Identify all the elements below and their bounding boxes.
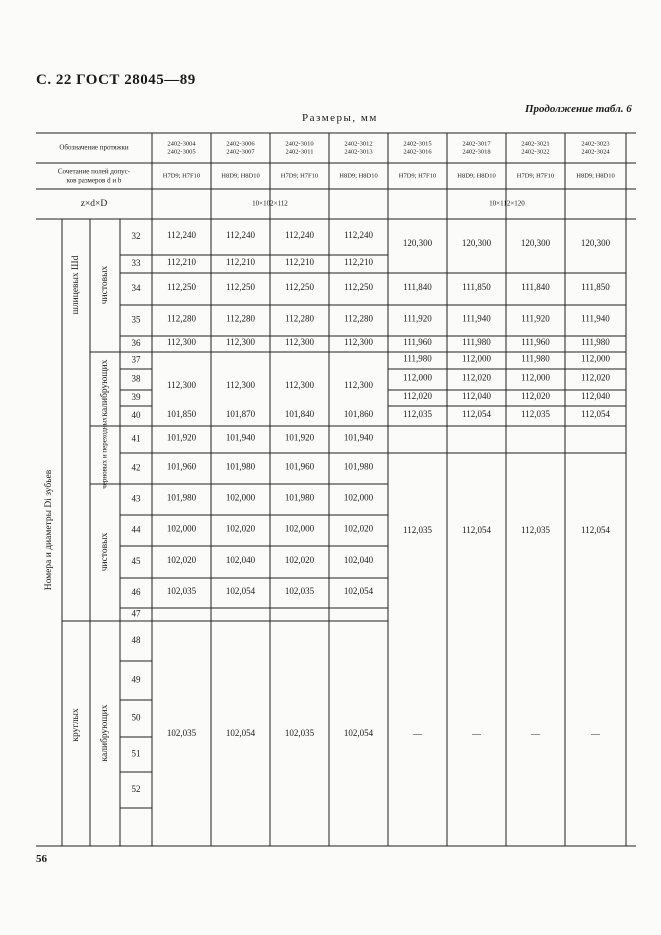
fit-combination: H8D9; H8D10 <box>221 172 260 180</box>
diameter-value: 101,920 <box>166 432 197 443</box>
calibrating-round-label: калибрующих <box>100 704 111 762</box>
tooth-number: 47 <box>131 608 141 619</box>
diameter-value: 112,020 <box>521 391 550 402</box>
tooth-number: 45 <box>131 556 141 567</box>
roughing-label: черновых и переходных <box>100 417 109 489</box>
size-group-left: 10×102×112 <box>252 199 288 208</box>
merged-value: 102,035 <box>166 728 197 739</box>
broach-code: 2402-3012 <box>344 140 373 148</box>
diameter-value: 112,210 <box>285 257 314 268</box>
broach-code-2: 2402-3016 <box>403 148 432 156</box>
diameter-value: 112,210 <box>167 257 196 268</box>
diameter-value: 101,960 <box>284 461 315 472</box>
diameter-value: 111,840 <box>521 282 550 293</box>
fit-combination: H8D9; H8D10 <box>576 172 615 180</box>
diameter-value: 112,250 <box>167 282 196 293</box>
broach-code-2: 2402-3013 <box>344 148 373 156</box>
tooth-number: 32 <box>131 231 141 242</box>
diameter-value: 102,054 <box>343 586 374 597</box>
diameter-value: 111,940 <box>462 313 491 324</box>
diameter-value: 111,980 <box>521 353 550 364</box>
tooth-number: 35 <box>131 314 141 325</box>
page-number: 56 <box>36 853 47 865</box>
merged-value: 112,035 <box>403 525 432 536</box>
designation-label: Обозначение протяжки <box>59 143 129 152</box>
tooth-number: 50 <box>131 712 141 723</box>
broach-code-2: 2402-3005 <box>167 148 196 156</box>
broach-code-2: 2402-3007 <box>226 148 255 156</box>
broach-code-2: 2402-3011 <box>285 148 314 156</box>
diameter-value: 111,850 <box>581 282 610 293</box>
merged-value: 112,035 <box>521 525 550 536</box>
splined-label: шлицевых Шd <box>71 255 82 315</box>
diameter-value: 112,054 <box>581 409 610 420</box>
diameter-value: 101,940 <box>225 432 256 443</box>
diameter-value: 112,000 <box>462 353 491 364</box>
diameter-value: 111,980 <box>403 353 432 364</box>
broach-code: 2402-3023 <box>581 140 610 148</box>
merged-value: 112,300 <box>167 380 196 391</box>
diameter-value: 112,000 <box>403 372 432 383</box>
tooth-number: 42 <box>131 462 141 473</box>
diameter-value: 101,850 <box>166 409 197 420</box>
diameter-value: 112,035 <box>521 409 550 420</box>
diameter-value: 111,850 <box>462 282 491 293</box>
fit-combination: H8D9; H8D10 <box>457 172 496 180</box>
diameter-value: 102,040 <box>225 555 256 566</box>
diameter-value: 112,240 <box>344 230 373 241</box>
merged-dash: — <box>472 729 481 740</box>
tooth-number: 44 <box>131 524 141 535</box>
tooth-number: 46 <box>131 587 141 598</box>
fit-combination: H7D9; H7F10 <box>162 172 201 180</box>
diameter-value: 112,300 <box>167 337 196 348</box>
finishing-round-label: чистовых <box>100 532 111 572</box>
tooth-number: 48 <box>131 635 141 646</box>
broach-code: 2402-3010 <box>285 140 314 148</box>
diameter-value: 101,960 <box>166 461 197 472</box>
units-caption: Размеры, мм <box>302 112 378 124</box>
merged-value: 102,054 <box>343 728 374 739</box>
diameter-value: 112,280 <box>344 313 373 324</box>
diameter-value: 102,000 <box>166 523 197 534</box>
merged-value: 112,300 <box>344 380 373 391</box>
size-group-right: 10×112×120 <box>489 199 525 208</box>
diameter-value: 112,300 <box>226 337 255 348</box>
broach-code: 2402-3017 <box>462 140 491 148</box>
diameter-value: 112,000 <box>521 372 550 383</box>
diameter-value: 112,020 <box>403 391 432 402</box>
tooth-number: 34 <box>131 283 141 294</box>
broach-code-2: 2402-3024 <box>581 148 610 156</box>
document-header: С. 22 ГОСТ 28045—89 <box>36 72 196 88</box>
diameter-value: 111,920 <box>521 313 550 324</box>
fit-combination: H8D9; H8D10 <box>339 172 378 180</box>
diameter-value: 112,020 <box>462 372 491 383</box>
broach-code: 2402-3021 <box>521 140 550 148</box>
combination-label: Сочетание полей допус- <box>57 167 131 176</box>
diameter-value: 101,860 <box>343 409 374 420</box>
diameter-value: 112,020 <box>581 372 610 383</box>
tooth-number: 38 <box>131 373 141 384</box>
diameter-value: 112,250 <box>344 282 373 293</box>
diameter-value: 112,054 <box>462 409 491 420</box>
fit-combination: H7D9; H7F10 <box>516 172 555 180</box>
diameter-value: 102,035 <box>284 586 315 597</box>
fit-combination: H7D9; H7F10 <box>398 172 437 180</box>
tooth-number: 41 <box>131 433 141 444</box>
diameter-value: 111,940 <box>581 313 610 324</box>
diameter-value: 112,240 <box>285 230 314 241</box>
diameter-value: 101,870 <box>225 409 256 420</box>
diameter-value: 111,960 <box>403 337 432 348</box>
round-label: круглых <box>71 708 82 742</box>
diameter-value: 112,040 <box>462 391 491 402</box>
diameter-value: 112,040 <box>581 391 610 402</box>
diameter-value: 112,240 <box>226 230 255 241</box>
merged-dash: — <box>413 729 422 740</box>
diameter-value: 101,840 <box>284 409 315 420</box>
diameter-value: 112,250 <box>285 282 314 293</box>
diameter-value: 111,980 <box>462 337 491 348</box>
merged-value: 112,300 <box>226 380 255 391</box>
diameter-value: 101,940 <box>343 432 374 443</box>
merged-value: 102,035 <box>284 728 315 739</box>
diameter-value: 101,980 <box>343 461 374 472</box>
merged-value: 120,300 <box>580 238 611 249</box>
merged-value: 120,300 <box>461 238 492 249</box>
tooth-number: 43 <box>131 493 141 504</box>
diameter-value: 102,040 <box>343 555 374 566</box>
broach-code-2: 2402-3018 <box>462 148 491 156</box>
diameter-value: 112,300 <box>344 337 373 348</box>
diameter-value: 112,280 <box>226 313 255 324</box>
diameter-value: 112,035 <box>403 409 432 420</box>
diameter-value: 111,920 <box>403 313 432 324</box>
broach-code: 2402-3006 <box>226 140 255 148</box>
diameter-value: 101,920 <box>284 432 315 443</box>
merged-value: 102,054 <box>225 728 256 739</box>
diameter-value: 111,840 <box>403 282 432 293</box>
tooth-number: 39 <box>131 392 141 403</box>
tooth-number: 36 <box>131 338 141 349</box>
diameter-value: 112,240 <box>167 230 196 241</box>
diameter-value: 102,000 <box>284 523 315 534</box>
diameter-value: 102,020 <box>166 555 197 566</box>
tooth-number: 51 <box>131 748 141 759</box>
fit-combination: H7D9; H7F10 <box>280 172 319 180</box>
merged-value: 120,300 <box>402 238 433 249</box>
broach-code: 2402-3004 <box>167 140 196 148</box>
diameter-value: 112,210 <box>226 257 255 268</box>
diameter-value: 102,035 <box>166 586 197 597</box>
numbers-diameters-label: Номера и диаметры Di зубьев <box>44 469 55 591</box>
diameter-value: 102,054 <box>225 586 256 597</box>
diameter-value: 112,000 <box>581 353 610 364</box>
calibrating-splined-label: калибрующих <box>100 359 111 417</box>
merged-value: 112,054 <box>581 525 610 536</box>
merged-value: 112,054 <box>462 525 491 536</box>
diameter-value: 112,250 <box>226 282 255 293</box>
diameter-value: 102,020 <box>225 523 256 534</box>
diameter-value: 102,000 <box>225 492 256 503</box>
finishing-splined-label: чистовых <box>100 265 111 305</box>
diameter-value: 101,980 <box>284 492 315 503</box>
diameter-value: 112,210 <box>344 257 373 268</box>
diameter-value: 101,980 <box>166 492 197 503</box>
tooth-number: 37 <box>131 354 141 365</box>
combination-label-cont: ков размеров d и b <box>66 176 122 185</box>
diameter-value: 102,020 <box>284 555 315 566</box>
merged-dash: — <box>591 729 600 740</box>
zdD-label: z×d×D <box>80 199 108 210</box>
tooth-number: 33 <box>131 258 141 269</box>
diameter-value: 111,960 <box>521 337 550 348</box>
merged-value: 112,300 <box>285 380 314 391</box>
tooth-number: 52 <box>131 784 141 795</box>
merged-dash: — <box>531 729 540 740</box>
table-continuation-label: Продолжение табл. 6 <box>525 103 632 115</box>
broach-code-2: 2402-3022 <box>521 148 550 156</box>
diameter-value: 112,300 <box>285 337 314 348</box>
diameter-value: 101,980 <box>225 461 256 472</box>
diameter-value: 112,280 <box>167 313 196 324</box>
tooth-number: 49 <box>131 674 141 685</box>
diameter-value: 111,980 <box>581 337 610 348</box>
merged-value: 120,300 <box>520 238 551 249</box>
diameter-value: 102,000 <box>343 492 374 503</box>
broach-code: 2402-3015 <box>403 140 432 148</box>
tooth-number: 40 <box>131 410 141 421</box>
diameter-value: 112,280 <box>285 313 314 324</box>
diameter-value: 102,020 <box>343 523 374 534</box>
